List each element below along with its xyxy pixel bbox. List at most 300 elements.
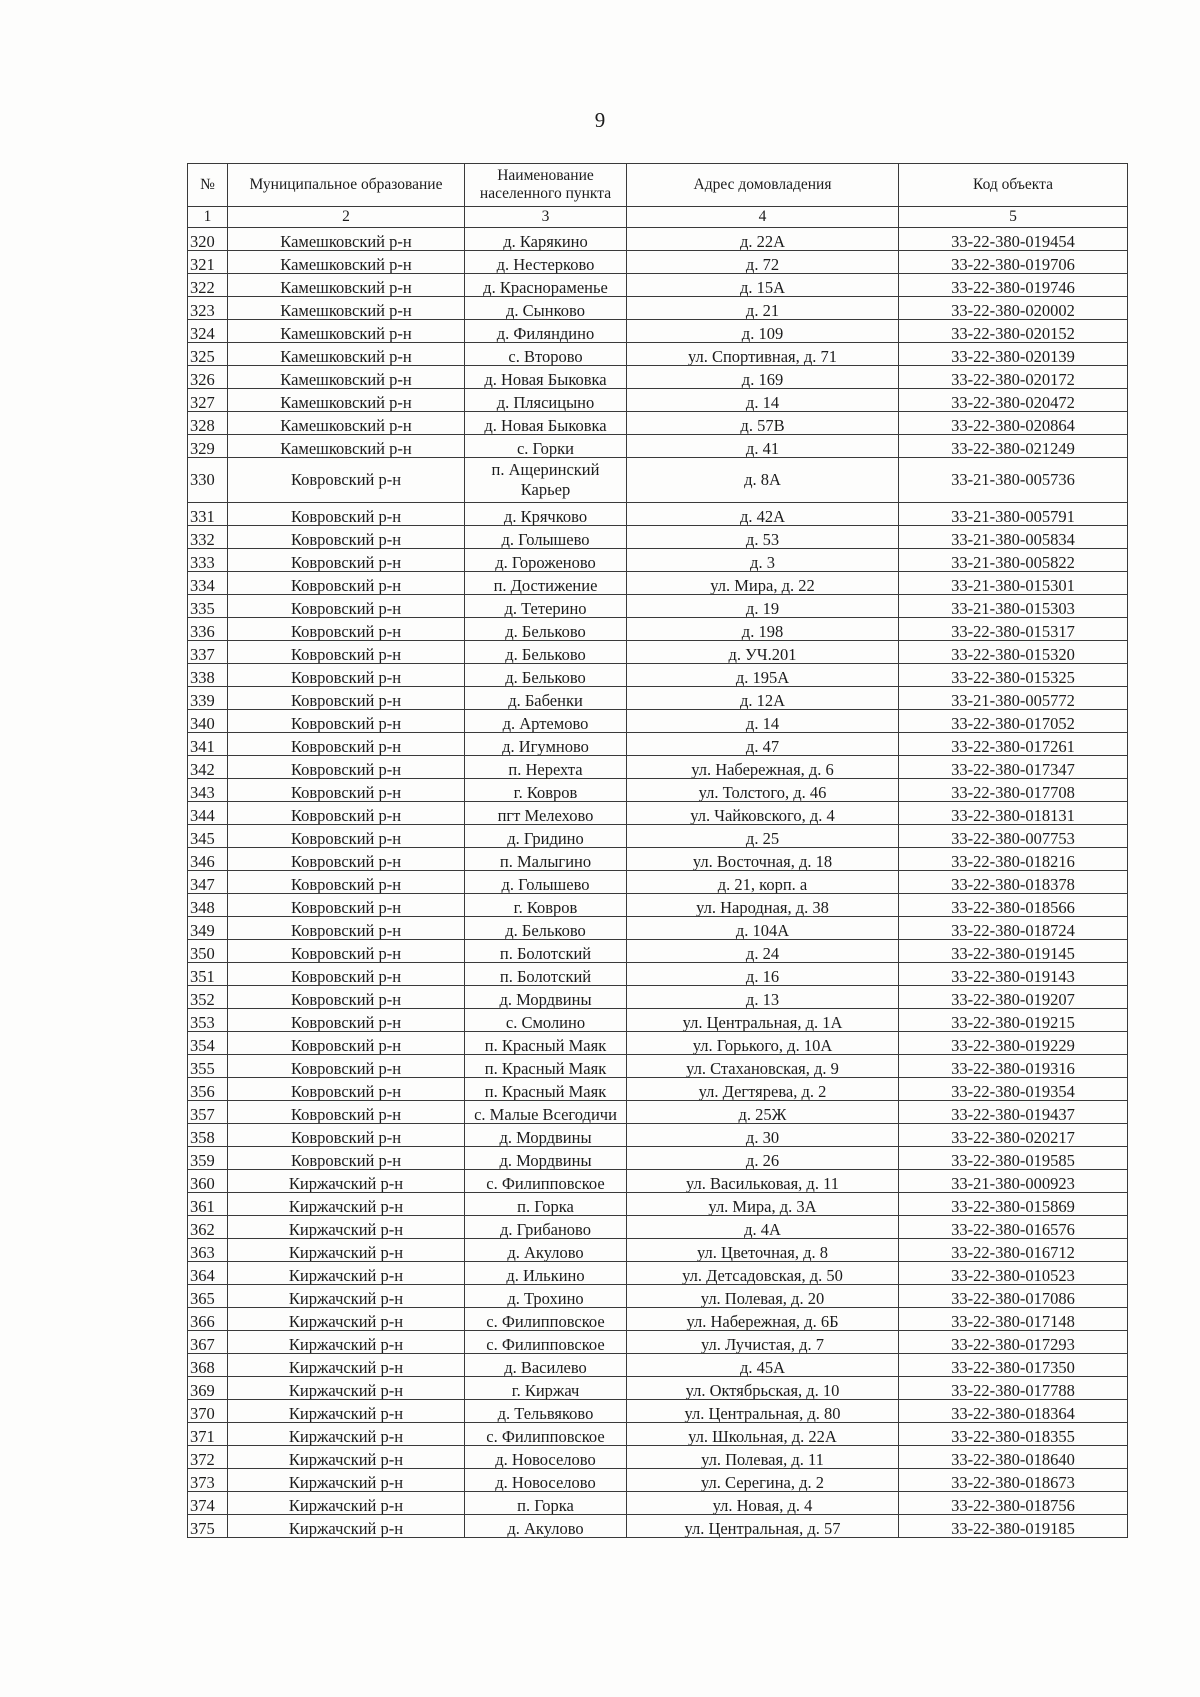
row-number-cell: 353 [188,1009,228,1032]
settlement-cell: д. Артемово [465,710,627,733]
row-number-cell: 325 [188,343,228,366]
object-code-cell: 33-22-380-017052 [899,710,1128,733]
address-cell: д. 30 [627,1124,899,1147]
table-row [188,664,1128,687]
settlement-cell: д. Мордвины [465,1147,627,1170]
object-code-cell: 33-22-380-015325 [899,664,1128,687]
table-row [188,618,1128,641]
column-numbers-row [188,207,1128,228]
municipality-cell: Ковровский р-н [228,1101,465,1124]
settlement-cell: д. Сынково [465,297,627,320]
address-cell: ул. Центральная, д. 57 [627,1515,899,1538]
object-code-cell: 33-22-380-017148 [899,1308,1128,1331]
table-row [188,779,1128,802]
object-code-cell: 33-22-380-018131 [899,802,1128,825]
address-cell: д. 14 [627,710,899,733]
object-code-cell: 33-22-380-018364 [899,1400,1128,1423]
settlement-cell: д. Бельково [465,618,627,641]
object-code-cell: 33-22-380-019354 [899,1078,1128,1101]
address-cell: д. 53 [627,526,899,549]
municipality-cell: Ковровский р-н [228,687,465,710]
object-code-cell: 33-21-380-005736 [899,458,1128,503]
data-table [187,163,1128,1538]
municipality-cell: Ковровский р-н [228,1078,465,1101]
settlement-cell: д. Мордвины [465,986,627,1009]
table-row [188,572,1128,595]
table-header [188,164,1128,228]
municipality-cell: Киржачский р-н [228,1239,465,1262]
address-cell: д. 169 [627,366,899,389]
municipality-cell: Ковровский р-н [228,1124,465,1147]
address-cell: ул. Мира, д. 3А [627,1193,899,1216]
municipality-cell: Ковровский р-н [228,963,465,986]
settlement-cell: п. Красный Маяк [465,1078,627,1101]
object-code-cell: 33-22-380-017347 [899,756,1128,779]
row-number-cell: 338 [188,664,228,687]
row-number-cell: 320 [188,228,228,251]
header-address: Адрес домовладения [627,164,899,207]
table-row [188,1170,1128,1193]
object-code-cell: 33-22-380-015317 [899,618,1128,641]
header-row [188,164,1128,207]
settlement-cell: г. Киржач [465,1377,627,1400]
address-cell: д. 14 [627,389,899,412]
header-object-code: Код объекта [899,164,1128,207]
address-cell: ул. Серегина, д. 2 [627,1469,899,1492]
municipality-cell: Ковровский р-н [228,549,465,572]
page-number: 9 [594,108,606,132]
municipality-cell: Киржачский р-н [228,1492,465,1515]
municipality-cell: Ковровский р-н [228,458,465,503]
municipality-cell: Ковровский р-н [228,572,465,595]
object-code-cell: 33-22-380-018673 [899,1469,1128,1492]
address-cell: ул. Школьная, д. 22А [627,1423,899,1446]
address-cell: д. 25 [627,825,899,848]
settlement-cell: д. Филяндино [465,320,627,343]
row-number-cell: 352 [188,986,228,1009]
table-row [188,1377,1128,1400]
address-cell: д. 198 [627,618,899,641]
address-cell: ул. Мира, д. 22 [627,572,899,595]
municipality-cell: Ковровский р-н [228,526,465,549]
settlement-cell: д. Новоселово [465,1446,627,1469]
municipality-cell: Ковровский р-н [228,1147,465,1170]
municipality-cell: Ковровский р-н [228,641,465,664]
table-row [188,1515,1128,1538]
address-cell: ул. Полевая, д. 11 [627,1446,899,1469]
municipality-cell: Ковровский р-н [228,1055,465,1078]
row-number-cell: 360 [188,1170,228,1193]
table-row [188,802,1128,825]
address-cell: ул. Васильковая, д. 11 [627,1170,899,1193]
municipality-cell: Киржачский р-н [228,1400,465,1423]
column-number: 4 [627,207,899,228]
settlement-cell: д. Гороженово [465,549,627,572]
object-code-cell: 33-22-380-017293 [899,1331,1128,1354]
table-row [188,297,1128,320]
row-number-cell: 375 [188,1515,228,1538]
object-code-cell: 33-22-380-019454 [899,228,1128,251]
address-cell: д. 8А [627,458,899,503]
municipality-cell: Ковровский р-н [228,1032,465,1055]
municipality-cell: Ковровский р-н [228,848,465,871]
municipality-cell: Камешковский р-н [228,343,465,366]
table-row [188,1400,1128,1423]
settlement-cell: д. Крячково [465,503,627,526]
table-row [188,1101,1128,1124]
object-code-cell: 33-22-380-019706 [899,251,1128,274]
municipality-cell: Ковровский р-н [228,940,465,963]
object-code-cell: 33-22-380-019437 [899,1101,1128,1124]
object-code-cell: 33-22-380-019229 [899,1032,1128,1055]
table-row [188,733,1128,756]
table-row [188,549,1128,572]
address-cell: д. 3 [627,549,899,572]
address-cell: д. 45А [627,1354,899,1377]
object-code-cell: 33-22-380-020472 [899,389,1128,412]
table-row [188,825,1128,848]
object-code-cell: 33-22-380-020002 [899,297,1128,320]
column-number: 1 [188,207,228,228]
table-row [188,1308,1128,1331]
table-row [188,595,1128,618]
table-row [188,848,1128,871]
municipality-cell: Камешковский р-н [228,366,465,389]
table-row [188,274,1128,297]
table-row [188,458,1128,503]
table-row [188,1354,1128,1377]
municipality-cell: Киржачский р-н [228,1216,465,1239]
settlement-cell: д. Тельвяково [465,1400,627,1423]
settlement-cell: д. Бельково [465,664,627,687]
object-code-cell: 33-21-380-000923 [899,1170,1128,1193]
table-row [188,963,1128,986]
municipality-cell: Ковровский р-н [228,710,465,733]
address-cell: ул. Спортивная, д. 71 [627,343,899,366]
municipality-cell: Камешковский р-н [228,320,465,343]
settlement-cell: д. Игумново [465,733,627,756]
row-number-cell: 340 [188,710,228,733]
address-cell: ул. Центральная, д. 80 [627,1400,899,1423]
address-cell: д. 104А [627,917,899,940]
municipality-cell: Киржачский р-н [228,1354,465,1377]
row-number-cell: 326 [188,366,228,389]
object-code-cell: 33-22-380-015320 [899,641,1128,664]
table-row [188,917,1128,940]
row-number-cell: 322 [188,274,228,297]
row-number-cell: 370 [188,1400,228,1423]
settlement-cell: пгт Мелехово [465,802,627,825]
object-code-cell: 33-21-380-005822 [899,549,1128,572]
municipality-cell: Киржачский р-н [228,1515,465,1538]
row-number-cell: 331 [188,503,228,526]
settlement-cell: д. Новая Быковка [465,366,627,389]
settlement-cell: д. Краснораменье [465,274,627,297]
column-number: 2 [228,207,465,228]
object-code-cell: 33-22-380-015869 [899,1193,1128,1216]
table-row [188,756,1128,779]
municipality-cell: Камешковский р-н [228,228,465,251]
row-number-cell: 359 [188,1147,228,1170]
table-row [188,251,1128,274]
settlement-cell: с. Филипповское [465,1308,627,1331]
address-cell: ул. Центральная, д. 1А [627,1009,899,1032]
settlement-cell: п. Красный Маяк [465,1032,627,1055]
settlement-cell: д. Акулово [465,1239,627,1262]
municipality-cell: Ковровский р-н [228,779,465,802]
row-number-cell: 368 [188,1354,228,1377]
municipality-cell: Киржачский р-н [228,1308,465,1331]
municipality-cell: Ковровский р-н [228,756,465,779]
object-code-cell: 33-22-380-017086 [899,1285,1128,1308]
settlement-cell: г. Ковров [465,779,627,802]
settlement-cell: с. Филипповское [465,1331,627,1354]
object-code-cell: 33-22-380-019746 [899,274,1128,297]
row-number-cell: 335 [188,595,228,618]
address-cell: ул. Лучистая, д. 7 [627,1331,899,1354]
table-row [188,503,1128,526]
row-number-cell: 363 [188,1239,228,1262]
address-cell: д. УЧ.201 [627,641,899,664]
row-number-cell: 355 [188,1055,228,1078]
municipality-cell: Киржачский р-н [228,1193,465,1216]
object-code-cell: 33-22-380-018378 [899,871,1128,894]
row-number-cell: 337 [188,641,228,664]
address-cell: д. 4А [627,1216,899,1239]
table-row [188,435,1128,458]
table-row [188,1216,1128,1239]
table-row [188,871,1128,894]
object-code-cell: 33-22-380-019207 [899,986,1128,1009]
row-number-cell: 334 [188,572,228,595]
object-code-cell: 33-22-380-020864 [899,412,1128,435]
municipality-cell: Киржачский р-н [228,1170,465,1193]
header-municipality: Муниципальное образование [228,164,465,207]
table-row [188,1078,1128,1101]
address-cell: ул. Полевая, д. 20 [627,1285,899,1308]
row-number-cell: 332 [188,526,228,549]
table-row [188,1492,1128,1515]
municipality-cell: Ковровский р-н [228,664,465,687]
table-row [188,320,1128,343]
object-code-cell: 33-22-380-019215 [899,1009,1128,1032]
settlement-cell: д. Тетерино [465,595,627,618]
column-number: 3 [465,207,627,228]
table-row [188,1124,1128,1147]
address-cell: ул. Набережная, д. 6Б [627,1308,899,1331]
settlement-cell: п. Болотский [465,963,627,986]
table-row [188,366,1128,389]
object-code-cell: 33-21-380-005791 [899,503,1128,526]
object-code-cell: 33-22-380-021249 [899,435,1128,458]
object-code-cell: 33-22-380-019316 [899,1055,1128,1078]
municipality-cell: Камешковский р-н [228,251,465,274]
address-cell: ул. Горького, д. 10А [627,1032,899,1055]
table-row [188,1262,1128,1285]
settlement-cell: д. Плясицыно [465,389,627,412]
municipality-cell: Киржачский р-н [228,1285,465,1308]
row-number-cell: 342 [188,756,228,779]
row-number-cell: 361 [188,1193,228,1216]
address-cell: ул. Октябрьская, д. 10 [627,1377,899,1400]
row-number-cell: 343 [188,779,228,802]
address-cell: д. 57В [627,412,899,435]
municipality-cell: Киржачский р-н [228,1262,465,1285]
municipality-cell: Ковровский р-н [228,986,465,1009]
municipality-cell: Ковровский р-н [228,802,465,825]
row-number-cell: 336 [188,618,228,641]
municipality-cell: Ковровский р-н [228,1009,465,1032]
settlement-cell: д. Нестерково [465,251,627,274]
object-code-cell: 33-22-380-019185 [899,1515,1128,1538]
table-row [188,343,1128,366]
object-code-cell: 33-22-380-018566 [899,894,1128,917]
object-code-cell: 33-22-380-016576 [899,1216,1128,1239]
address-cell: д. 41 [627,435,899,458]
address-cell: ул. Толстого, д. 46 [627,779,899,802]
column-number: 5 [899,207,1128,228]
settlement-cell: п. Нерехта [465,756,627,779]
table-row [188,389,1128,412]
settlement-cell: с. Малые Всегодичи [465,1101,627,1124]
address-cell: д. 25Ж [627,1101,899,1124]
address-cell: д. 42А [627,503,899,526]
address-cell: д. 24 [627,940,899,963]
header-number: № [188,164,228,207]
object-code-cell: 33-22-380-017261 [899,733,1128,756]
table-row [188,1147,1128,1170]
settlement-cell: д. Илькино [465,1262,627,1285]
object-code-cell: 33-22-380-010523 [899,1262,1128,1285]
municipality-cell: Камешковский р-н [228,412,465,435]
table-row [188,1469,1128,1492]
row-number-cell: 371 [188,1423,228,1446]
object-code-cell: 33-22-380-020217 [899,1124,1128,1147]
settlement-cell: д. Новоселово [465,1469,627,1492]
address-cell: д. 16 [627,963,899,986]
object-code-cell: 33-22-380-018216 [899,848,1128,871]
table-row [188,986,1128,1009]
row-number-cell: 366 [188,1308,228,1331]
table-row [188,641,1128,664]
table-row [188,1193,1128,1216]
object-code-cell: 33-21-380-005834 [899,526,1128,549]
row-number-cell: 324 [188,320,228,343]
row-number-cell: 358 [188,1124,228,1147]
row-number-cell: 373 [188,1469,228,1492]
row-number-cell: 347 [188,871,228,894]
object-code-cell: 33-22-380-018355 [899,1423,1128,1446]
address-cell: д. 22А [627,228,899,251]
municipality-cell: Киржачский р-н [228,1469,465,1492]
table-row [188,1285,1128,1308]
row-number-cell: 329 [188,435,228,458]
table-row [188,526,1128,549]
address-cell: ул. Дегтярева, д. 2 [627,1078,899,1101]
municipality-cell: Камешковский р-н [228,435,465,458]
row-number-cell: 328 [188,412,228,435]
address-cell: ул. Чайковского, д. 4 [627,802,899,825]
municipality-cell: Ковровский р-н [228,871,465,894]
address-cell: д. 12А [627,687,899,710]
settlement-cell: п. Горка [465,1492,627,1515]
address-cell: д. 19 [627,595,899,618]
settlement-cell: д. Трохино [465,1285,627,1308]
address-cell: д. 109 [627,320,899,343]
settlement-cell: д. Грибаново [465,1216,627,1239]
row-number-cell: 364 [188,1262,228,1285]
object-code-cell: 33-21-380-015303 [899,595,1128,618]
settlement-cell: д. Акулово [465,1515,627,1538]
row-number-cell: 339 [188,687,228,710]
row-number-cell: 374 [188,1492,228,1515]
row-number-cell: 333 [188,549,228,572]
settlement-cell: с. Смолино [465,1009,627,1032]
settlement-cell: п. Горка [465,1193,627,1216]
row-number-cell: 365 [188,1285,228,1308]
row-number-cell: 351 [188,963,228,986]
row-number-cell: 369 [188,1377,228,1400]
address-cell: д. 13 [627,986,899,1009]
table-row [188,1331,1128,1354]
address-cell: д. 47 [627,733,899,756]
municipality-cell: Киржачский р-н [228,1446,465,1469]
table-row [188,894,1128,917]
object-code-cell: 33-22-380-007753 [899,825,1128,848]
settlement-cell: д. Голышево [465,526,627,549]
row-number-cell: 348 [188,894,228,917]
object-code-cell: 33-22-380-017788 [899,1377,1128,1400]
settlement-cell: д. Новая Быковка [465,412,627,435]
row-number-cell: 330 [188,458,228,503]
settlement-cell: с. Горки [465,435,627,458]
settlement-cell: д. Василево [465,1354,627,1377]
row-number-cell: 327 [188,389,228,412]
object-code-cell: 33-22-380-018756 [899,1492,1128,1515]
row-number-cell: 323 [188,297,228,320]
address-cell: д. 21 [627,297,899,320]
address-cell: д. 195А [627,664,899,687]
table-row [188,1423,1128,1446]
address-cell: ул. Детсадовская, д. 50 [627,1262,899,1285]
table-body [188,228,1128,1538]
municipality-cell: Ковровский р-н [228,917,465,940]
address-cell: д. 72 [627,251,899,274]
object-code-cell: 33-22-380-017708 [899,779,1128,802]
row-number-cell: 350 [188,940,228,963]
address-cell: д. 21, корп. а [627,871,899,894]
settlement-cell: д. Бельково [465,641,627,664]
address-cell: ул. Народная, д. 38 [627,894,899,917]
address-cell: ул. Стахановская, д. 9 [627,1055,899,1078]
row-number-cell: 372 [188,1446,228,1469]
municipality-cell: Камешковский р-н [228,297,465,320]
header-settlement: Наименование населенного пункта [465,164,627,207]
object-code-cell: 33-22-380-019143 [899,963,1128,986]
municipality-cell: Камешковский р-н [228,274,465,297]
settlement-cell: д. Бельково [465,917,627,940]
row-number-cell: 346 [188,848,228,871]
table-row [188,228,1128,251]
object-code-cell: 33-21-380-005772 [899,687,1128,710]
settlement-cell: с. Второво [465,343,627,366]
address-cell: ул. Восточная, д. 18 [627,848,899,871]
table-row [188,710,1128,733]
table-row [188,1446,1128,1469]
address-cell: ул. Цветочная, д. 8 [627,1239,899,1262]
municipality-cell: Ковровский р-н [228,825,465,848]
row-number-cell: 344 [188,802,228,825]
